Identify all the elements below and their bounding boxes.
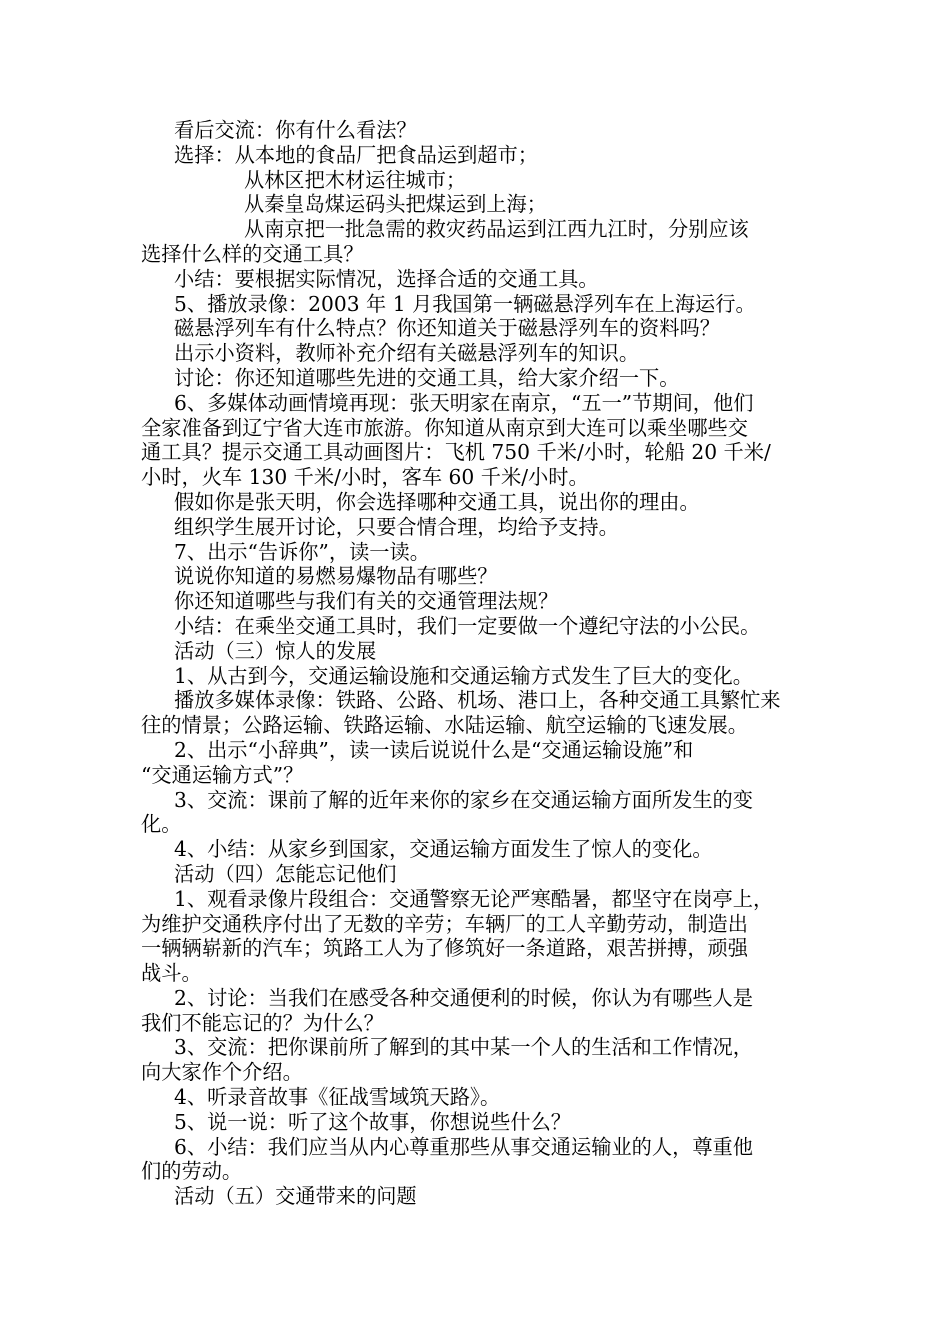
text-line: 讨论：你还知道哪些先进的交通工具，给大家介绍一下。 <box>174 365 680 390</box>
text-line: 全家准备到辽宁省大连市旅游。你知道从南京到大连可以乘坐哪些交 <box>141 415 749 440</box>
text-line: 小时，火车 130 千米/小时，客车 60 千米/小时。 <box>141 465 589 490</box>
text-line: 从南京把一批急需的救灾药品运到江西九江时，分别应该 <box>244 217 749 242</box>
text-line: 向大家作个介绍。 <box>141 1060 303 1085</box>
text-line: 5、播放录像：2003 年 1 月我国第一辆磁悬浮列车在上海运行。 <box>174 291 756 316</box>
text-line: 4、听录音故事《征战雪域筑天路》。 <box>174 1085 501 1110</box>
text-line: 们的劳动。 <box>141 1159 243 1184</box>
text-line: 1、观看录像片段组合：交通警察无论严寒酷暑，都坚守在岗亭上， <box>174 886 774 911</box>
text-line: 2、出示“小辞典”，读一读后说说什么是“交通运输设施”和 <box>174 737 694 762</box>
text-line: 你还知道哪些与我们有关的交通管理法规？ <box>174 589 559 614</box>
text-line: 1、从古到今，交通运输设施和交通运输方式发生了巨大的变化。 <box>174 663 753 688</box>
text-line: 我们不能忘记的？为什么？ <box>141 1010 384 1035</box>
text-line: 假如你是张天明，你会选择哪种交通工具，说出你的理由。 <box>174 489 700 514</box>
text-line: 往的情景；公路运输、铁路运输、水陆运输、航空运输的飞速发展。 <box>141 713 749 738</box>
text-line: 一辆辆崭新的汽车；筑路工人为了修筑好一条道路，艰苦拼搏，顽强 <box>141 936 749 961</box>
text-line: 小结：在乘坐交通工具时，我们一定要做一个遵纪守法的小公民。 <box>174 613 761 638</box>
text-line: 选择：从本地的食品厂把食品运到超市； <box>174 142 538 167</box>
text-line: 看后交流：你有什么看法？ <box>174 118 417 142</box>
text-line: 播放多媒体录像：铁路、公路、机场、港口上，各种交通工具繁忙来 <box>174 688 781 713</box>
text-line: 3、交流：把你课前所了解到的其中某一个人的生活和工作情况， <box>174 1035 753 1060</box>
text-line: 3、交流：课前了解的近年来你的家乡在交通运输方面所发生的变 <box>174 787 753 812</box>
text-line: “交通运输方式”？ <box>141 762 304 787</box>
text-line: 4、小结：从家乡到国家，交通运输方面发生了惊人的变化。 <box>174 837 713 862</box>
text-line: 活动（五）交通带来的问题 <box>174 1184 417 1209</box>
text-line: 选择什么样的交通工具？ <box>141 241 364 266</box>
text-line: 为维护交通秩序付出了无数的辛劳；车辆厂的工人辛勤劳动，制造出 <box>141 911 749 936</box>
text-line: 小结：要根据实际情况，选择合适的交通工具。 <box>174 266 599 291</box>
text-line: 组织学生展开讨论，只要合情合理，均给予支持。 <box>174 514 619 539</box>
text-line: 7、出示“告诉你”，读一读。 <box>174 539 430 564</box>
text-line: 磁悬浮列车有什么特点？你还知道关于磁悬浮列车的资料吗？ <box>174 316 720 341</box>
text-line: 从秦皇岛煤运码头把煤运到上海； <box>244 192 547 217</box>
text-line: 活动（三）惊人的发展 <box>174 638 377 663</box>
text-line: 通工具？提示交通工具动画图片：飞机 750 千米/小时，轮船 20 千米/ <box>141 440 771 465</box>
text-line: 说说你知道的易燃易爆物品有哪些？ <box>174 564 498 589</box>
text-line: 战斗。 <box>141 961 202 986</box>
text-line: 6、小结：我们应当从内心尊重那些从事交通运输业的人，尊重他 <box>174 1134 753 1159</box>
text-line: 出示小资料，教师补充介绍有关磁悬浮列车的知识。 <box>174 341 640 366</box>
text-line: 2、讨论：当我们在感受各种交通便利的时候，你认为有哪些人是 <box>174 985 753 1010</box>
text-line: 化。 <box>141 812 182 837</box>
text-line: 5、说一说：听了这个故事，你想说些什么？ <box>174 1109 572 1134</box>
text-line: 活动（四）怎能忘记他们 <box>174 861 397 886</box>
text-line: 从林区把木材运往城市； <box>244 167 467 192</box>
text-line: 6、多媒体动画情境再现：张天明家在南京，“五一”节期间，他们 <box>174 390 754 415</box>
